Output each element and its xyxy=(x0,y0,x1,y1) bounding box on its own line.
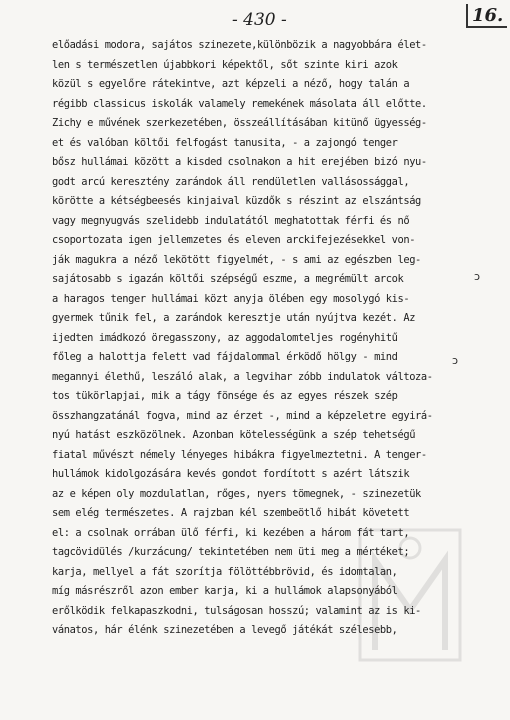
archive-watermark-icon xyxy=(350,520,470,670)
text-line: Zichy e művének szerkezetében, összeállításában kitünő ügyesség- xyxy=(52,117,427,129)
text-line: ják magukra a néző lekötött figyelmét, - s ami az egészben leg- xyxy=(52,253,421,266)
text-line: erőlködik felkapaszkodni, tulságosan hosszú; valamint az is ki- xyxy=(52,604,421,617)
text-line: körötte a kétségbeesés kinjaival küzdők s részint az elszántság xyxy=(52,195,421,207)
page-number: - 430 - xyxy=(232,10,287,30)
text-line: len s természetlen újabbkori képektől, sőt szinte kiri azok xyxy=(52,58,398,71)
text-line: hullámok kidolgozására kevés gondot fordított s azért látszik xyxy=(52,468,410,480)
text-line: közül s egyelőre rátekintve, azt képzeli a néző, hogy talán a xyxy=(52,78,410,90)
text-line: el: a csolnak orrában ülő férfi, ki kezében a három fát tart, xyxy=(52,526,410,539)
margin-correction-mark: ↄ xyxy=(474,270,481,283)
text-line: karja, mellyel a fát szorítja fölöttébbrövid, és idomtalan, xyxy=(52,565,398,578)
text-line: csoportozata igen jellemzetes és eleven arckifejezésekkel von- xyxy=(52,234,416,246)
folio-number: 16. xyxy=(466,4,507,28)
text-line: tos tükörlapjai, mik a tágy fönsége és az egyes részek szép xyxy=(52,390,398,402)
margin-correction-mark: ↄ xyxy=(452,354,459,367)
text-line: vánatos, hár élénk szinezetében a levegő játékát szélesebb, xyxy=(52,624,398,636)
text-line: sem elég természetes. A rajzban kél szembeötlő hibát követett xyxy=(52,507,410,519)
text-line: ijedten imádkozó öregasszony, az aggodalomteljes rogényhitű xyxy=(52,331,398,344)
text-line: et és valóban költői felfogást tanusita, - a zajongó tenger xyxy=(52,136,398,149)
text-line: sajátosabb s igazán költői szépségű eszme, a megrémült arcok xyxy=(52,273,404,285)
text-line: bősz hullámai között a kisded csolnakon a hit erejében bizó nyu- xyxy=(52,156,427,168)
text-line: előadási modora, sajátos szinezete,különbözik a nagyobbára élet- xyxy=(52,39,427,51)
text-line: nyú hatást eszközölnek. Azonban kötelességünk a szép tehetségű xyxy=(52,429,416,441)
text-line: godt arcú keresztény zarándok áll rendületlen vallásossággal, xyxy=(52,175,410,188)
text-line: az e képen oly mozdulatlan, rőges, nyers tömegnek, - szinezetük xyxy=(52,487,421,500)
text-line: vagy megnyugvás szelidebb indulatától meghatottak férfi és nő xyxy=(52,214,410,227)
text-line: régibb classicus iskolák valamely remekének másolata áll előtte. xyxy=(52,97,427,110)
text-line: tagcövidülés /kurzácung/ tekintetében nem üti meg a mértéket; xyxy=(52,546,410,558)
text-line: míg másrészről azon ember karja, ki a hullámok alapsonyából xyxy=(52,585,398,597)
text-line: összhangzatánál fogva, mind az érzet -, mind a képzeletre egyirá- xyxy=(52,409,433,422)
text-line: gyermek tűnik fel, a zarándok keresztje után nyújtva kezét. Az xyxy=(52,312,416,324)
text-line: fiatal művészt némely lényeges hibákra figyelmeztetni. A tenger- xyxy=(52,448,427,461)
text-line: főleg a halottja felett vad fájdalommal érködő hölgy - mind xyxy=(52,351,398,363)
text-line: a haragos tenger hullámai közt anyja ölében egy mosolygó kis- xyxy=(52,292,410,305)
text-line: megannyi élethű, leszáló alak, a legvihar zóbb indulatok változa- xyxy=(52,370,433,383)
